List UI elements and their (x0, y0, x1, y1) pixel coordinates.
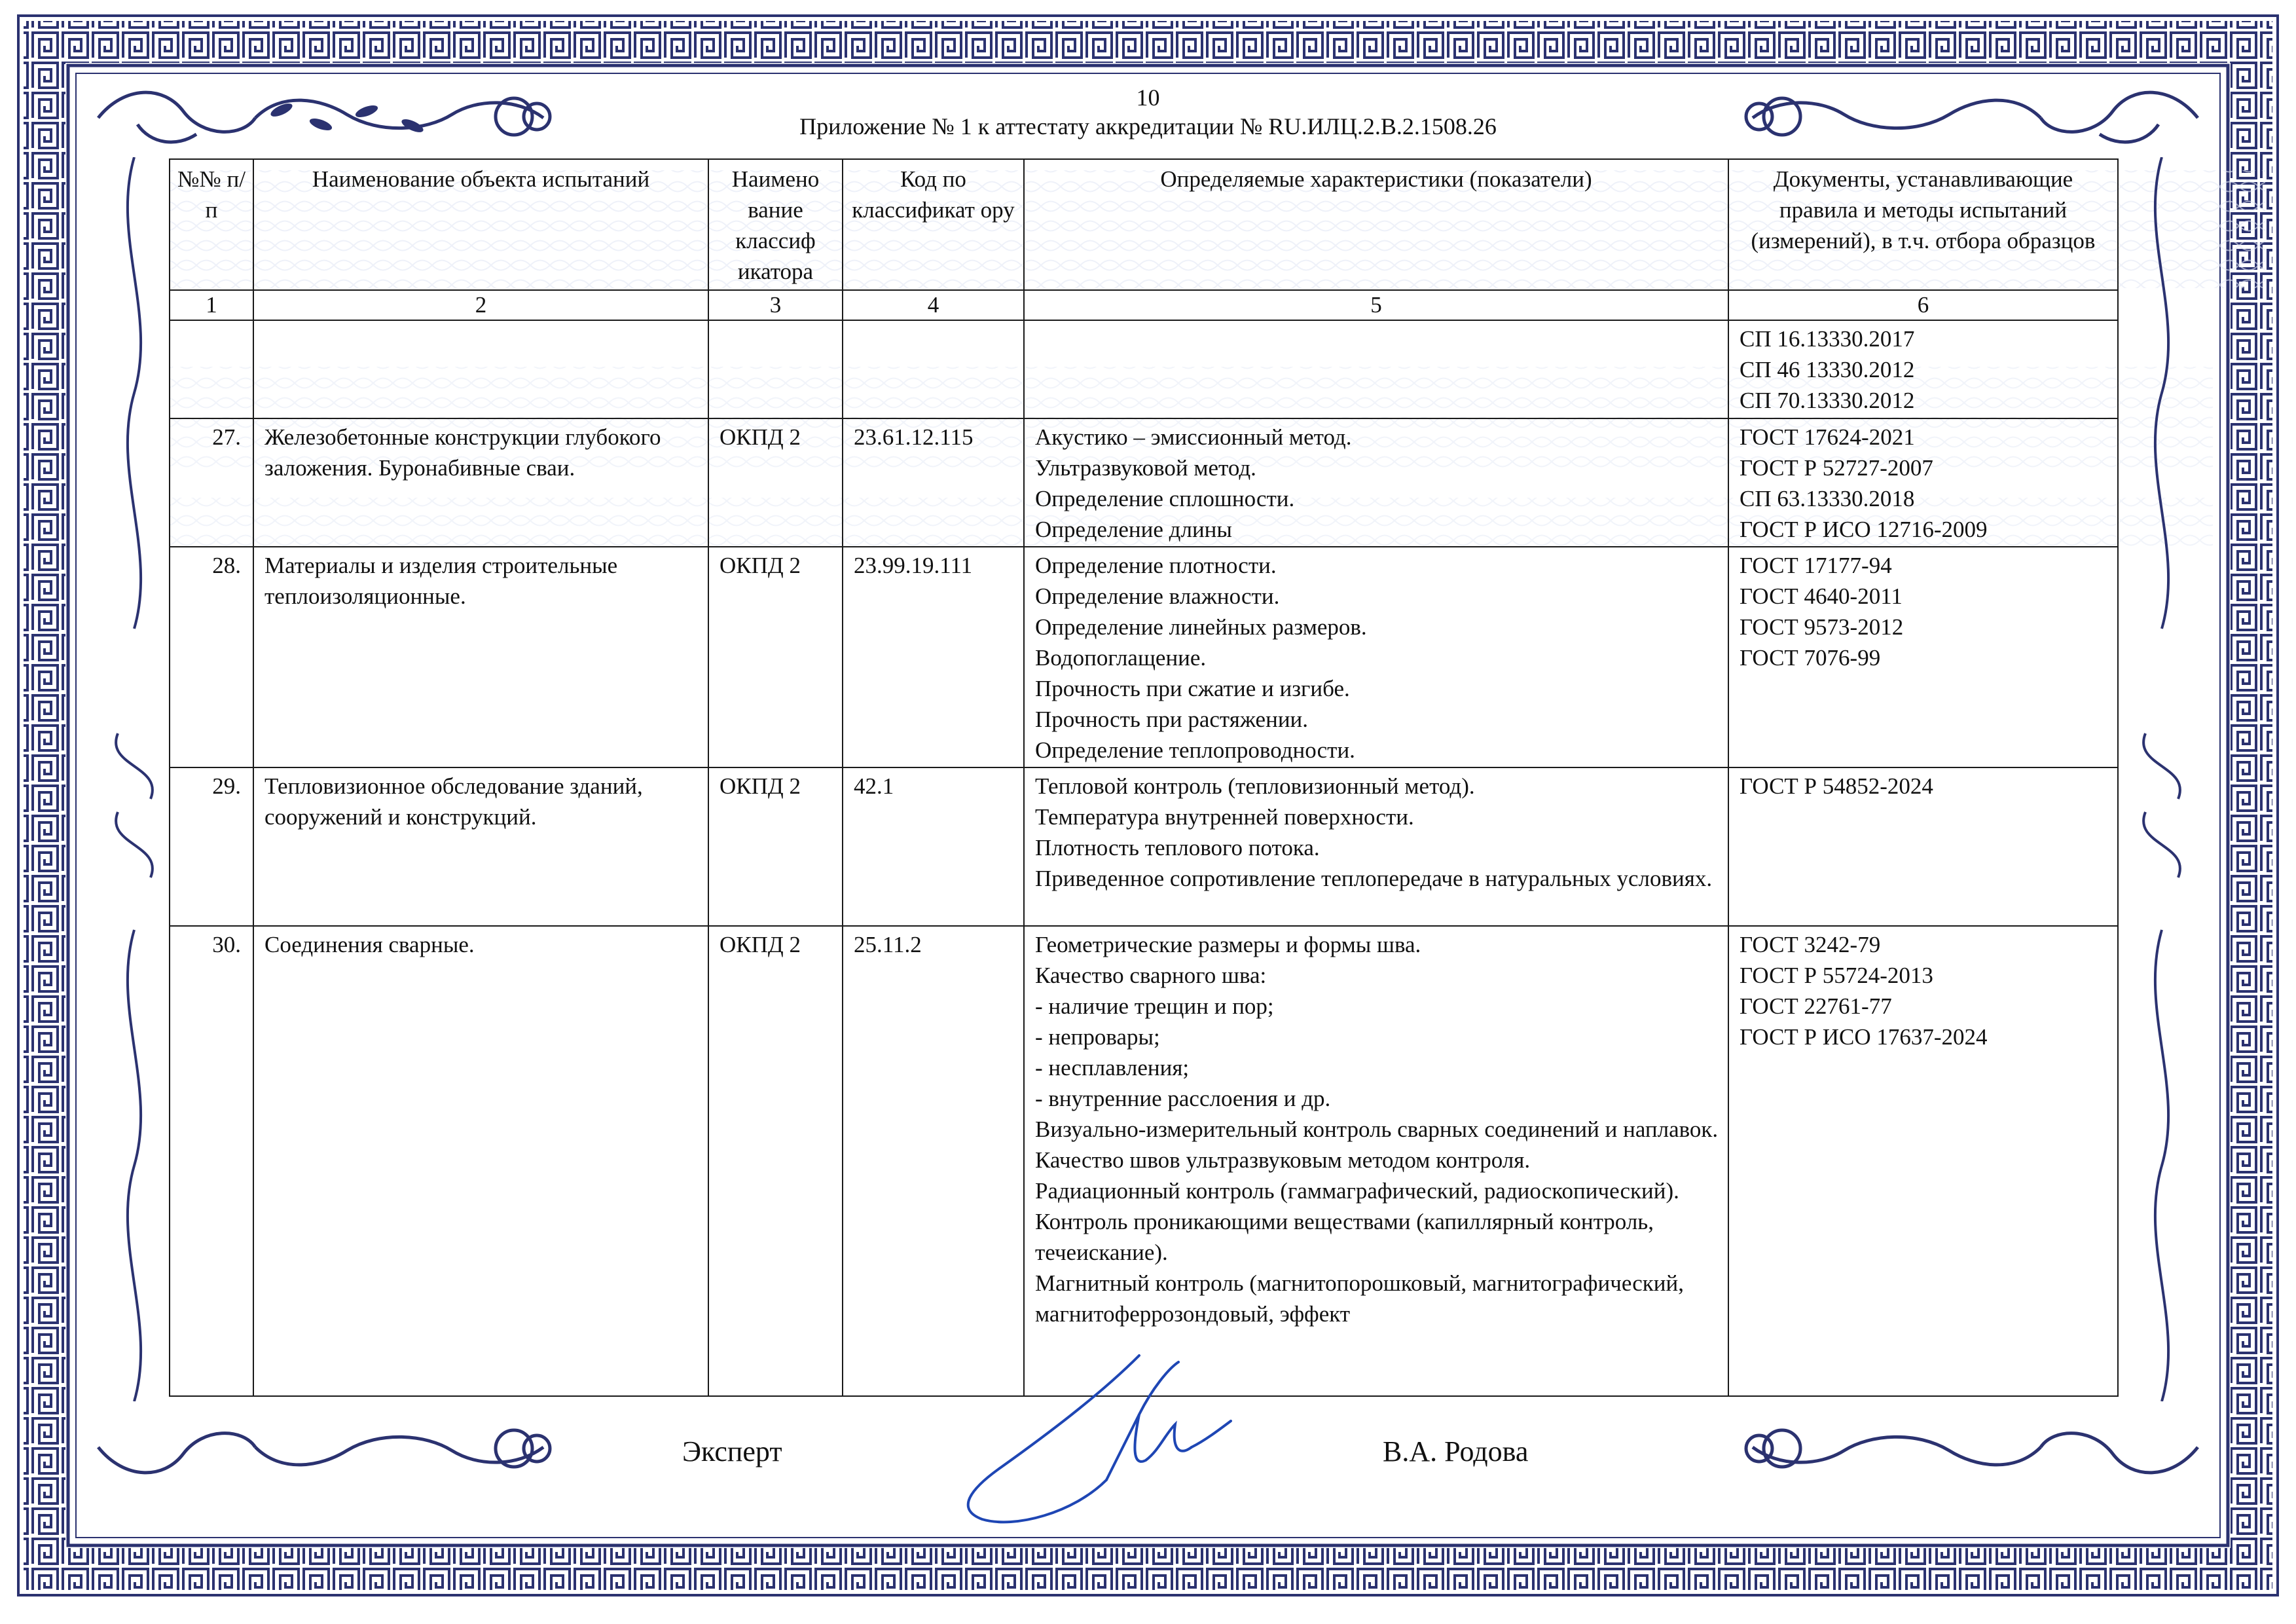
document-standard: ГОСТ 17177-94 (1740, 553, 1892, 578)
header-cell-number: №№ п/п (170, 159, 253, 290)
bottom-right-flourish-ornament (1726, 1408, 2211, 1486)
bottom-left-flourish-ornament (85, 1408, 570, 1486)
row-number-cell: 28. (170, 547, 253, 767)
header-cell-code: Код по классификат ору (843, 159, 1024, 290)
header-cell-documents: Документы, устанавливающие правила и методы испытаний (измерений), в т.ч. отбора образцов (1728, 159, 2118, 290)
document-standard: СП 16.13330.2017 (1740, 326, 1915, 352)
characteristic-item: Приведенное сопротивление теплопередаче в натуральных условиях. (1035, 866, 1713, 891)
characteristic-item: Радиационный контроль (гаммаграфический, радиоскопический). (1035, 1178, 1679, 1204)
page-number: 10 (1136, 84, 1160, 111)
characteristics-cell (1024, 418, 1728, 547)
right-side-vine-ornament (2126, 157, 2198, 1401)
document-standard: СП 70.13330.2012 (1740, 388, 1915, 413)
characteristic-item: Качество сварного шва: (1035, 963, 1267, 988)
document-standard: ГОСТ Р ИСО 12716-2009 (1740, 517, 1988, 542)
characteristic-item: Определение сплошности. (1035, 486, 1295, 511)
column-number: 4 (843, 290, 1024, 320)
column-number: 5 (1024, 290, 1728, 320)
characteristic-item: Прочность при растяжении. (1035, 707, 1309, 732)
column-number: 1 (170, 290, 253, 320)
object-name-cell: Материалы и изделия строительные теплоизоляционные. (253, 547, 708, 767)
code-cell (843, 320, 1024, 418)
classifier-cell: ОКПД 2 (708, 418, 843, 547)
code-cell: 23.61.12.115 (843, 418, 1024, 547)
document-standard: ГОСТ 4640-2011 (1740, 583, 1903, 609)
characteristic-item: - наличие трещин и пор; (1035, 993, 1274, 1019)
characteristic-item: Плотность теплового потока. (1035, 835, 1320, 860)
characteristic-item: - внутренние расслоения и др. (1035, 1086, 1331, 1111)
characteristic-item: Ультразвуковой метод. (1035, 455, 1256, 481)
code-cell: 25.11.2 (843, 926, 1024, 1396)
code-cell: 23.99.19.111 (843, 547, 1024, 767)
characteristic-item: Определение линейных размеров. (1035, 614, 1367, 640)
characteristic-item: Прочность при сжатие и изгибе. (1035, 676, 1350, 701)
accreditation-scope-table (169, 158, 2119, 1397)
row-number-cell: 30. (170, 926, 253, 1396)
documents-cell (1728, 767, 2118, 926)
document-standard: ГОСТ 22761-77 (1740, 993, 1892, 1019)
document-standard: ГОСТ 7076-99 (1740, 645, 1881, 671)
documents-cell (1728, 320, 2118, 418)
characteristic-item: Тепловой контроль (тепловизионный метод). (1035, 773, 1475, 799)
object-name-cell: Тепловизионное обследование зданий, сооружений и конструкций. (253, 767, 708, 926)
row-number-cell (170, 320, 253, 418)
table-row (170, 767, 2118, 926)
document-standard: ГОСТ 3242-79 (1740, 932, 1881, 957)
characteristic-item: - непровары; (1035, 1024, 1160, 1050)
header-cell-classifier: Наимено вание классиф икатора (708, 159, 843, 290)
document-standard: ГОСТ 9573-2012 (1740, 614, 1904, 640)
table-row (170, 547, 2118, 767)
characteristic-item: - несплавления; (1035, 1055, 1190, 1080)
document-standard: ГОСТ Р 52727-2007 (1740, 455, 1933, 481)
characteristics-cell (1024, 547, 1728, 767)
characteristic-item: Магнитный контроль (магнитопорошковый, магнитографический, магнитоферрозондовый, эффект (1035, 1270, 1684, 1327)
column-number: 6 (1728, 290, 2118, 320)
documents-cell (1728, 547, 2118, 767)
row-number-cell: 29. (170, 767, 253, 926)
classifier-cell: ОКПД 2 (708, 547, 843, 767)
classifier-cell: ОКПД 2 (708, 926, 843, 1396)
column-number-row (170, 290, 2118, 320)
expert-signature (943, 1336, 1244, 1532)
characteristics-cell (1024, 767, 1728, 926)
header-cell-characteristics: Определяемые характеристики (показатели) (1024, 159, 1728, 290)
document-standard: ГОСТ Р 55724-2013 (1740, 963, 1933, 988)
expert-label: Эксперт (682, 1435, 782, 1467)
object-name-cell (253, 320, 708, 418)
classifier-cell (708, 320, 843, 418)
document-standard: СП 63.13330.2018 (1740, 486, 1915, 511)
characteristic-item: Визуально-измерительный контроль сварных соединений и наплавок. (1035, 1116, 1719, 1142)
table-row (170, 320, 2118, 418)
documents-cell (1728, 926, 2118, 1396)
characteristic-item: Температура внутренней поверхности. (1035, 804, 1414, 830)
table-header-row (170, 159, 2118, 290)
table-row (170, 418, 2118, 547)
column-number: 2 (253, 290, 708, 320)
characteristic-item: Определение длины (1035, 517, 1232, 542)
characteristics-cell (1024, 926, 1728, 1396)
table-row (170, 926, 2118, 1396)
row-number-cell: 27. (170, 418, 253, 547)
characteristic-item: Качество швов ультразвуковым методом контроля. (1035, 1147, 1531, 1173)
object-name-cell: Железобетонные конструкции глубокого заложения. Буронабивные сваи. (253, 418, 708, 547)
documents-cell (1728, 418, 2118, 547)
classifier-cell: ОКПД 2 (708, 767, 843, 926)
object-name-cell: Соединения сварные. (253, 926, 708, 1396)
expert-name: В.А. Родова (1383, 1435, 1529, 1467)
document-standard: СП 46 13330.2012 (1740, 357, 1915, 382)
left-side-vine-ornament (98, 157, 170, 1401)
characteristic-item: Определение влажности. (1035, 583, 1280, 609)
document-standard: ГОСТ Р ИСО 17637-2024 (1740, 1024, 1988, 1050)
attachment-title: Приложение № 1 к аттестату аккредитации № RU.ИЛЦ.2.В.2.1508.26 (799, 113, 1497, 139)
document-standard: ГОСТ Р 54852-2024 (1740, 773, 1933, 799)
characteristics-cell (1024, 320, 1728, 418)
code-cell: 42.1 (843, 767, 1024, 926)
characteristic-item: Акустико – эмиссионный метод. (1035, 424, 1352, 450)
characteristic-item: Геометрические размеры и формы шва. (1035, 932, 1421, 957)
column-number: 3 (708, 290, 843, 320)
header-cell-object-name: Наименование объекта испытаний (253, 159, 708, 290)
document-standard: ГОСТ 17624-2021 (1740, 424, 1915, 450)
characteristic-item: Водопоглащение. (1035, 645, 1207, 671)
characteristic-item: Определение теплопроводности. (1035, 737, 1355, 763)
characteristic-item: Определение плотности. (1035, 553, 1277, 578)
characteristic-item: Контроль проникающими веществами (капиллярный контроль, течеискание). (1035, 1209, 1654, 1265)
